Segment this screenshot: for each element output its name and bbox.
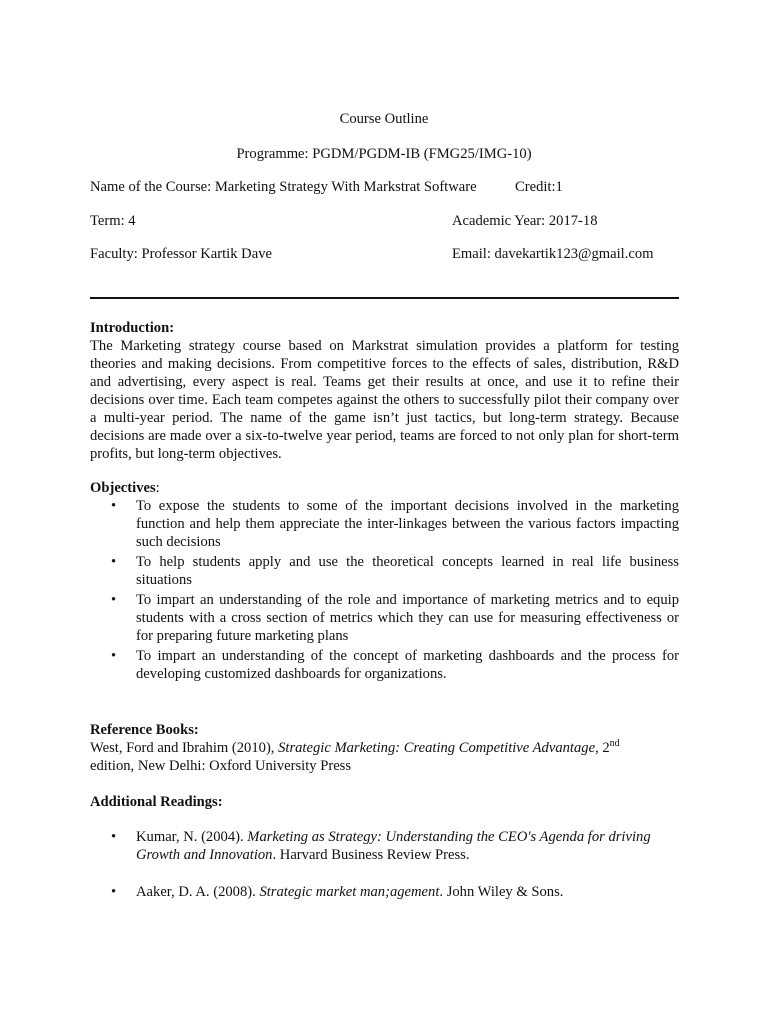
objective-text: To impart an understanding of the concept of marketing dashboards and the process for developing customized dashboards for organizations. (136, 648, 679, 682)
header-divider (90, 297, 679, 299)
reference-edition-sup: nd (609, 738, 620, 750)
reference-books-section (90, 721, 679, 775)
objectives-list (90, 497, 679, 683)
reference-books-heading: Reference Books: (90, 722, 199, 738)
bullet-icon: • (111, 884, 117, 900)
course-credit: Credit:1 (515, 179, 563, 195)
list-item (90, 883, 679, 901)
faculty-email: Email: davekartik123@gmail.com (452, 246, 654, 262)
term: Term: 4 (90, 213, 136, 229)
document-title: Course Outline (339, 111, 429, 127)
reading-suffix: . John Wiley & Sons. (439, 884, 564, 900)
reading-line1 (90, 883, 679, 901)
reading-title-cont: Growth and Innovation (136, 847, 273, 863)
objective-text: To impart an understanding of the role and importance of marketing metrics and to equip students with a cross section of metrics which they can use for measuring effectiveness or for preparing future marketing plans (136, 592, 679, 644)
introduction-heading: Introduction: (90, 320, 175, 336)
bullet-icon: • (111, 648, 117, 664)
reading-title: Strategic market man;agement (259, 884, 440, 900)
bullet-icon: • (111, 498, 117, 514)
additional-readings-section (90, 793, 679, 811)
programme-line: Programme: PGDM/PGDM-IB (FMG25/IMG-10) (236, 146, 532, 162)
objective-text: To expose the students to some of the important decisions involved in the marketing function and help them appreciate the inter-linkages between the various factors impacting such decisions (136, 498, 679, 550)
reading-suffix: . Harvard Business Review Press. (272, 847, 470, 863)
objective-text: To help students apply and use the theoretical concepts learned in real life business situations (136, 554, 679, 588)
objectives-heading-line (90, 479, 679, 497)
introduction-section (90, 319, 679, 463)
list-item (90, 497, 679, 551)
list-item (90, 591, 679, 645)
additional-readings-heading: Additional Readings: (90, 794, 223, 810)
introduction-text: The Marketing strategy course based on Markstrat simulation provides a platform for testing theories and making decisions. From competitive forces to the effects of sales, distribution, R&D and advertising, every aspect is real. Teams get their results at once, and use it to refine their decisions over time. Each team competes against the others to successfully pilot their company over a multi-year period. The name of the game isn’t just tactics, but long-term strategy. Because decisions are made over a six-to-twelve year period, teams are forced to not only plan for short-term profits, but long-term objectives. (90, 338, 679, 462)
reading-line1 (90, 828, 679, 846)
faculty: Faculty: Professor Kartik Dave (90, 246, 272, 262)
course-name: Name of the Course: Marketing Strategy With Markstrat Software (90, 179, 477, 195)
reference-book-line1 (90, 739, 679, 757)
reading-title: Marketing as Strategy: Understanding the CEO's Agenda for driving (247, 829, 651, 845)
bullet-icon: • (111, 554, 117, 570)
bullet-icon: • (111, 829, 117, 845)
bullet-icon: • (111, 592, 117, 608)
academic-year: Academic Year: 2017-18 (452, 213, 598, 229)
objectives-heading: Objectives (90, 480, 156, 496)
reference-edition: , 2 (595, 740, 610, 756)
reading-prefix: Kumar, N. (2004). (136, 829, 248, 845)
reading-line2 (90, 846, 679, 864)
list-item (90, 553, 679, 589)
reference-title: Strategic Marketing: Creating Competitive Advantage (278, 740, 596, 756)
reference-book-line2: edition, New Delhi: Oxford University Press (90, 758, 352, 774)
objectives-colon: : (155, 480, 160, 496)
list-item (90, 647, 679, 683)
list-item (90, 828, 679, 864)
objectives-section (90, 479, 679, 685)
reading-prefix: Aaker, D. A. (2008). (136, 884, 260, 900)
reference-authors: West, Ford and Ibrahim (2010), (90, 740, 279, 756)
